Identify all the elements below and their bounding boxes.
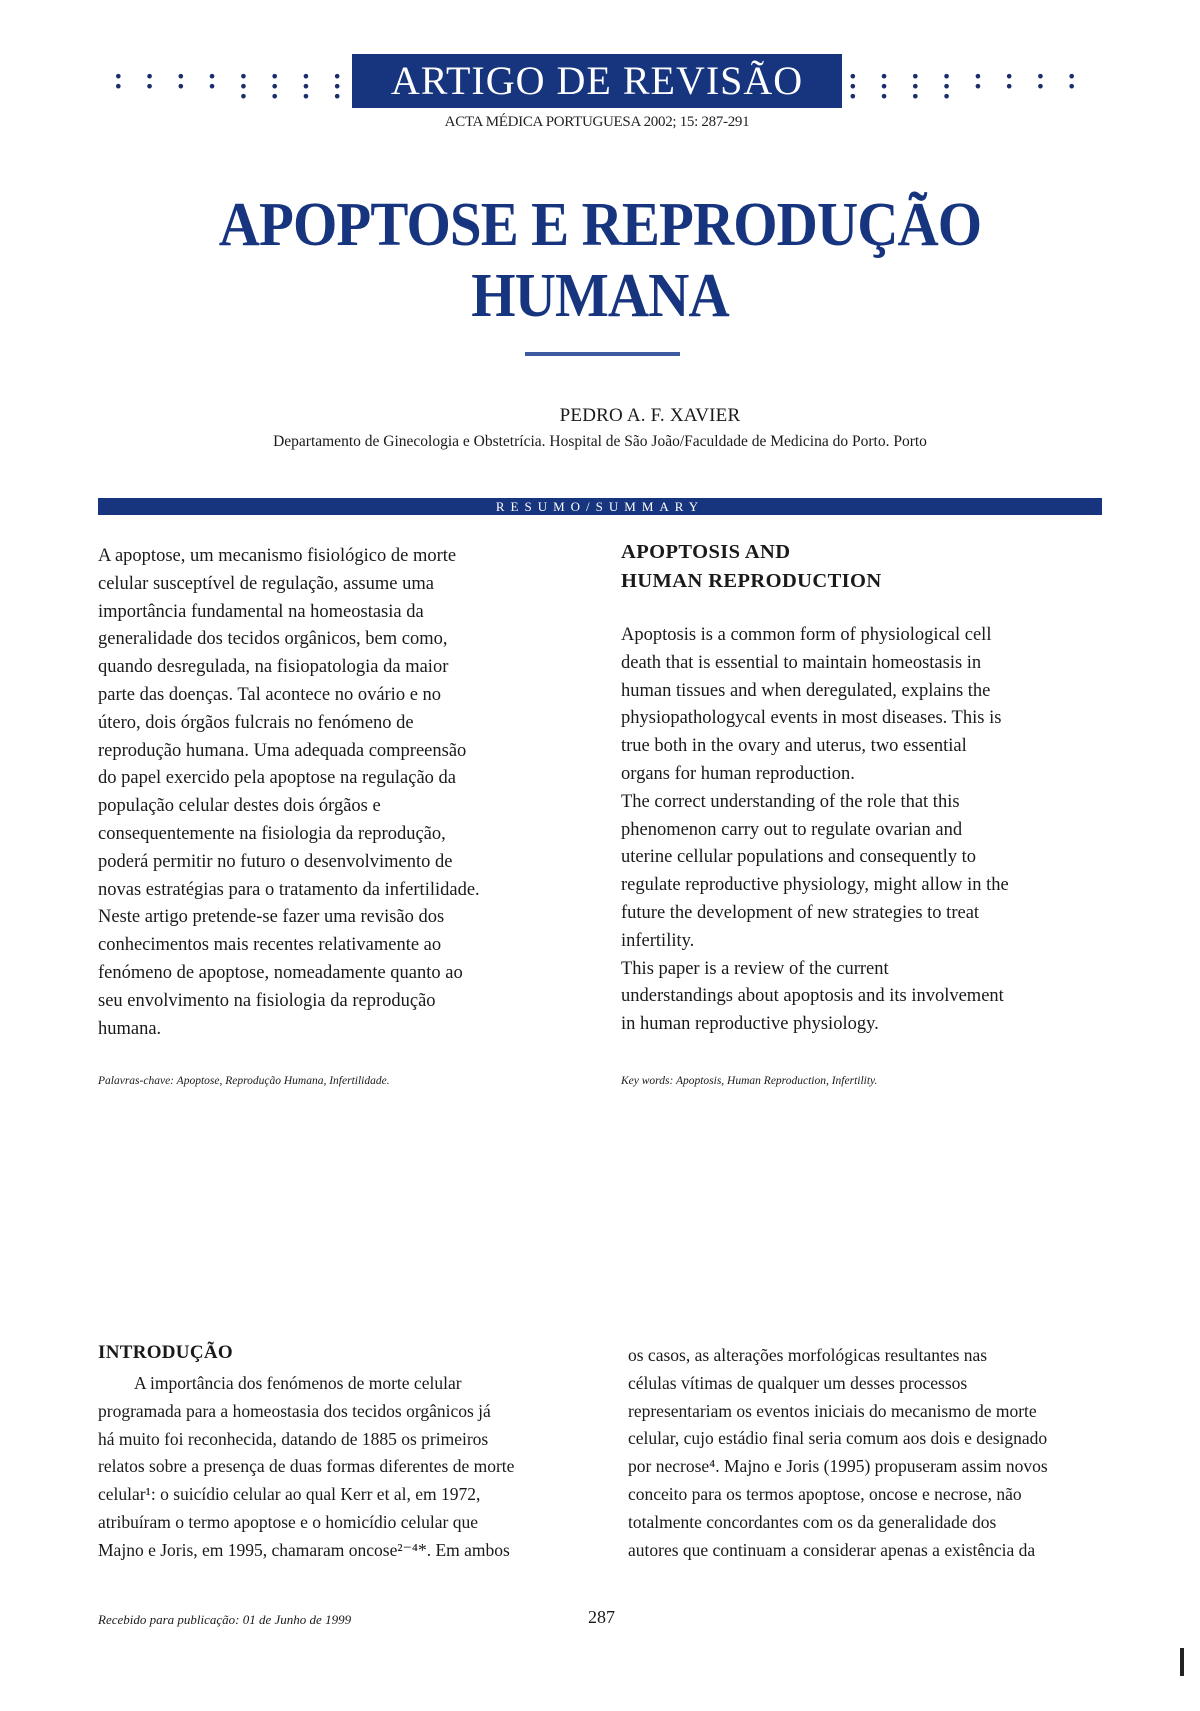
intro-line: representariam os eventos iniciais do mecanismo de morte (628, 1400, 1037, 1421)
keywords-pt: Palavras-chave: Apoptose, Reprodução Humana, Infertilidade. (98, 1075, 390, 1087)
resumo-line: Neste artigo pretende-se fazer uma revisão dos (98, 907, 445, 928)
author-name: PEDRO A. F. XAVIER (559, 405, 741, 426)
intro-line: conceito para os termos apoptose, oncose e necrose, não (628, 1483, 1022, 1504)
resumo-line: útero, dois órgãos fulcrais no fenómeno de (98, 712, 414, 733)
resumo-text (98, 543, 598, 1043)
resumo-line: reprodução humana. Uma adequada compreensão (98, 740, 467, 761)
summary-line: understandings about apoptosis and its involvement (621, 986, 1004, 1007)
title-divider (525, 352, 680, 356)
resumo-line: poderá permitir no futuro o desenvolvimento de (98, 851, 453, 872)
intro-right-column (628, 1342, 1106, 1564)
received-date: Recebido para publicação: 01 de Junho de 1999 (98, 1612, 352, 1627)
intro-line: A importância dos fenómenos de morte celular (134, 1373, 462, 1393)
resumo-line: generalidade dos tecidos orgânicos, bem como, (98, 629, 448, 650)
summary-line: death that is essential to maintain homeostasis in (621, 652, 982, 673)
page-number: 287 (588, 1607, 615, 1627)
intro-line: autores que continuam a considerar apenas a existência da (628, 1539, 1036, 1560)
resumo-line: população celular destes dois órgãos e (98, 796, 381, 817)
summary-title (621, 538, 1081, 596)
article-title: APOPTOSE E REPRODUÇÃO HUMANA (218, 191, 982, 330)
summary-line: uterine cellular populations and consequently to (621, 847, 976, 868)
resumo-line: parte das doenças. Tal acontece no ovário e no (98, 684, 442, 705)
intro-line: os casos, as alterações morfológicas resultantes nas (628, 1345, 988, 1365)
intro-line: há muito foi reconhecida, datando de 1885 os primeiros (98, 1428, 489, 1449)
section-label: ARTIGO DE REVISÃO (352, 54, 842, 108)
summary-line: phenomenon carry out to regulate ovarian and (621, 819, 963, 840)
resumo-line: A apoptose, um mecanismo fisiológico de morte (98, 546, 457, 566)
keywords-en: Key words: Apoptosis, Human Reproduction, Infertility. (621, 1075, 878, 1087)
resumo-line: consequentemente na fisiologia da reprodução, (98, 823, 446, 844)
resumo-line: fenómeno de apoptose, nomeadamente quanto ao (98, 962, 463, 983)
header-dots-left: • • • • • • • • • • • • • • • • • • • • (113, 67, 348, 106)
intro-line: relatos sobre a presença de duas formas diferentes de morte (98, 1456, 515, 1477)
summary-line: organs for human reproduction. (621, 763, 855, 784)
resumo-line: importância fundamental na homeostasia da (98, 601, 424, 622)
author-affiliation: Departamento de Ginecologia e Obstetrícia. Hospital de São João/Faculdade de Medicina do Porto. Porto (273, 433, 927, 450)
summary-line: in human reproductive physiology. (621, 1014, 879, 1035)
intro-left-column (98, 1370, 586, 1565)
intro-line: celular¹: o suicídio celular ao qual Kerr et al, em 1972, (98, 1484, 481, 1505)
summary-line: This paper is a review of the current (621, 958, 889, 979)
summary-line: true both in the ovary and uterus, two essential (621, 736, 967, 757)
intro-line: por necrose⁴. Majno e Joris (1995) propuseram assim novos (628, 1456, 1048, 1477)
journal-citation: ACTA MÉDICA PORTUGUESA 2002; 15: 287-291 (444, 114, 750, 130)
resumo-line: conhecimentos mais recentes relativamente ao (98, 935, 442, 956)
intro-line: programada para a homeostasia dos tecidos orgânicos já (98, 1400, 491, 1421)
intro-line: células vítimas de qualquer um desses processos (628, 1372, 968, 1393)
summary-line: regulate reproductive physiology, might allow in the (621, 875, 1009, 896)
intro-line: celular, cujo estádio final seria comum aos dois e designado (628, 1428, 1048, 1449)
resumo-line: humana. (98, 1018, 162, 1039)
summary-line: Apoptosis is a common form of physiological cell (621, 625, 992, 645)
summary-line: physiopathologycal events in most diseases. This is (621, 708, 1002, 729)
summary-line: human tissues and when deregulated, explains the (621, 680, 991, 701)
resumo-line: celular susceptível de regulação, assume uma (98, 573, 434, 594)
summary-line: future the development of new strategies to treat (621, 902, 980, 923)
resumo-line: novas estratégias para o tratamento da infertilidade. (98, 879, 480, 900)
summary-text (621, 622, 1101, 1039)
resumo-line: do papel exercido pela apoptose na regulação da (98, 768, 457, 789)
header-dots-right: • • • • • • • • • • • • • • • • • • • • (848, 67, 1083, 106)
intro-heading: INTRODUÇÃO (98, 1342, 233, 1363)
summary-title-line: APOPTOSIS AND (621, 541, 791, 563)
summary-title-line: HUMAN REPRODUCTION (621, 570, 882, 592)
scan-edge-mark (1180, 1648, 1184, 1676)
intro-line: atribuíram o termo apoptose e o homicídio celular que (98, 1511, 479, 1532)
summary-line: infertility. (621, 930, 695, 951)
resumo-line: quando desregulada, na fisiopatologia da maior (98, 657, 449, 678)
summary-bar: RESUMO/SUMMARY (98, 498, 1102, 515)
intro-line: totalmente concordantes com os da generalidade dos (628, 1511, 997, 1532)
summary-line: The correct understanding of the role that this (621, 791, 960, 812)
intro-line: Majno e Joris, em 1995, chamaram oncose²⁻⁴*. Em ambos (98, 1539, 510, 1560)
resumo-line: seu envolvimento na fisiologia da reprodução (98, 990, 436, 1011)
